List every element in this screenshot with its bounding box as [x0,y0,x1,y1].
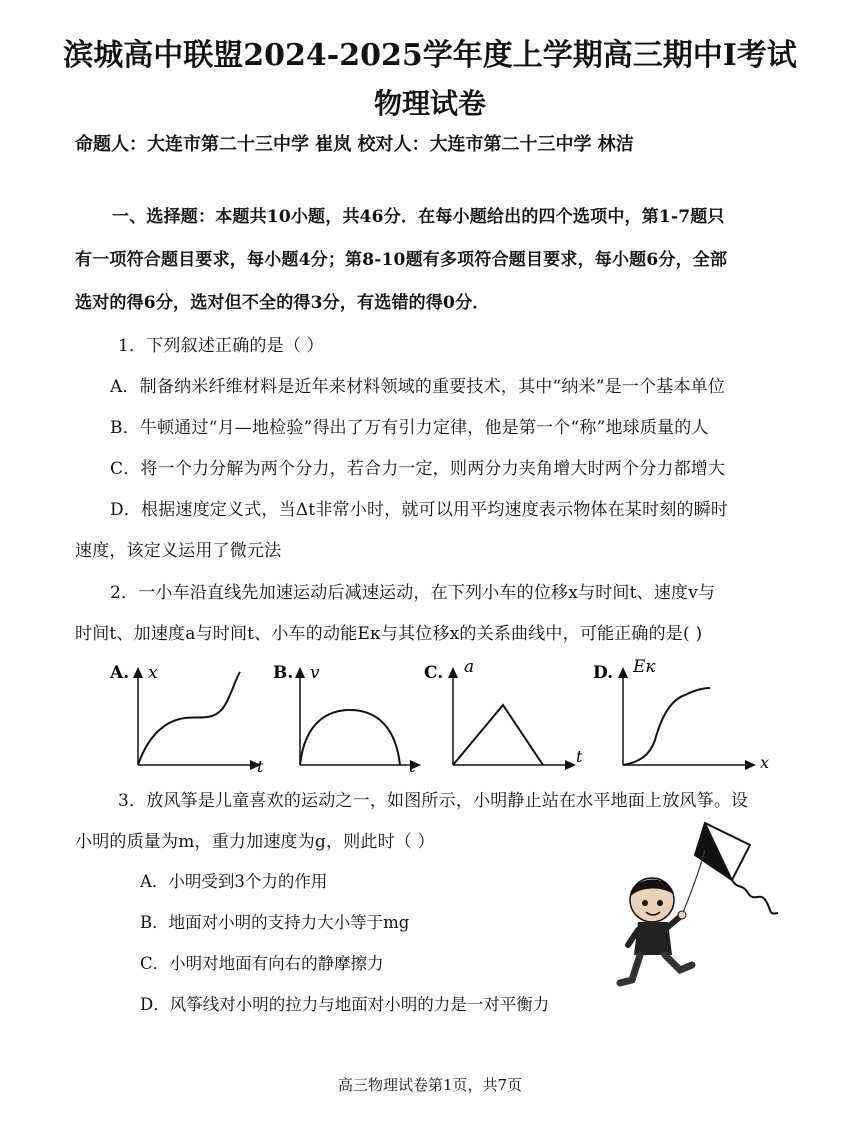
page-footer: 高三物理试卷第1页，共7页 [337,1076,523,1094]
graph-d-x-arrow [745,760,756,770]
q1-stem: 1．下列叙述正确的是（ ） [118,336,324,356]
exam-subtitle: 物理试卷 [373,87,486,120]
graph-b-y-arrow [295,667,305,678]
graph-c-label: C. [424,663,444,683]
graph-b-label: B. [273,663,294,683]
boy-eye-right [657,900,663,906]
authors-line: 命题人：大连市第二十三中学 崔岚 校对人：大连市第二十三中学 林洁 [75,134,634,155]
exam-title: 滨城高中联盟2024-2025学年度上学期高三期中Ⅰ考试 [63,38,797,73]
graph-b [273,663,421,776]
graph-b-y-label: v [310,663,320,683]
q3-option-d: D．风筝线对小明的拉力与地面对小明的力是一对平衡力 [140,995,550,1014]
graph-d-curve [623,688,710,765]
graph-d [593,657,769,772]
graph-a-y-arrow [133,667,143,678]
q2-graphs [100,650,800,780]
boy-hand [678,911,686,919]
kite-string [682,850,705,915]
graph-c [424,657,583,770]
q1-option-c: C．将一个力分解为两个分力，若合力一定，则两分力夹角增大时两个分力都增大 [110,459,726,479]
graph-d-y-arrow [618,667,628,678]
graph-a [109,663,264,776]
kite-tail [732,880,778,914]
q2-stem-line-2: 时间t、加速度a与时间t、小车的动能Eк与其位移x的关系曲线中，可能正确的是( ) [75,624,703,644]
q2-stem-line-1: 2．一小车沿直线先加速运动后减速运动，在下列小车的位移x与时间t、速度v与 [110,583,716,603]
graph-d-label: D. [593,663,614,683]
q3-option-a: A．小明受到3个力的作用 [140,872,328,891]
graph-a-x-label: t [257,757,264,776]
section-instructions-line-3: 选对的得6分，选对但不全的得3分，有选错的得0分． [75,293,490,313]
graph-b-x-label: t [409,757,416,776]
q1-option-d-line-1: D．根据速度定义式，当Δt非常小时，就可以用平均速度表示物体在某时刻的瞬时 [110,500,729,520]
q3-option-c: C．小明对地面有向右的静摩擦力 [140,954,384,973]
q1-option-a: A．制备纳米纤维材料是近年来材料领域的重要技术，其中“纳米”是一个基本单位 [110,377,726,397]
graph-c-curve [453,705,543,765]
graph-d-x-label: x [760,753,770,772]
graph-c-x-label: t [576,747,583,766]
graph-b-curve [300,710,400,765]
section-instructions-line-2: 有一项符合题目要求，每小题4分；第8-10题有多项符合题目要求，每小题6分，全部 [75,250,728,270]
q3-stem-line-2: 小明的质量为m，重力加速度为g，则此时（ ） [75,832,435,852]
graph-c-x-arrow [565,760,576,770]
q3-stem-line-1: 3．放风筝是儿童喜欢的运动之一，如图所示，小明静止站在水平地面上放风筝。设 [118,791,749,811]
q1-option-b: B．牛顿通过“月—地检验”得出了万有引力定律，他是第一个“称”地球质量的人 [110,418,709,438]
graph-a-label: A. [110,663,130,683]
graph-a-curve [138,672,240,765]
boy-leg-right [665,955,692,970]
q1-option-d-line-2: 速度，该定义运用了微元法 [75,541,282,561]
graph-a-y-label: x [148,663,158,683]
graph-c-y-label: a [464,657,475,677]
q3-option-b: B．地面对小明的支持力大小等于mg [140,913,410,932]
section-instructions-line-1: 一、选择题：本题共10小题，共46分．在每小题给出的四个选项中，第1-7题只 [112,207,725,227]
boy-leg-left [620,955,640,983]
boy-eye-left [642,900,648,906]
kite-boy-illustration [610,815,790,995]
graph-c-y-arrow [448,667,458,678]
graph-d-y-label: Eк [633,657,656,677]
